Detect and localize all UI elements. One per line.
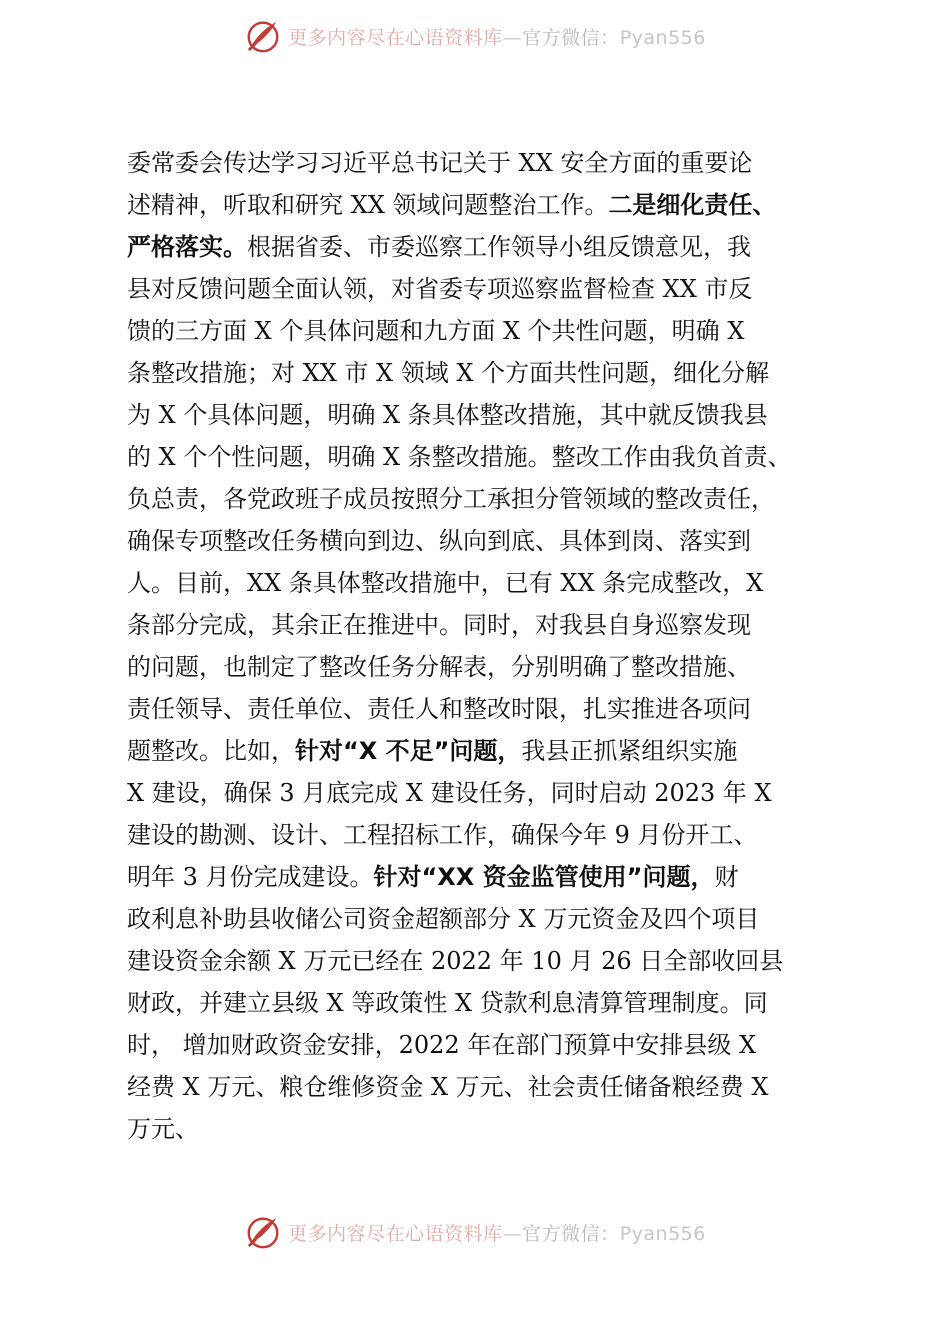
body-text: 馈的三方面 X 个具体问题和九方面 X 个共性问题，明确 X bbox=[127, 317, 745, 345]
document-body bbox=[127, 142, 817, 1150]
body-text: 题整改。比如， bbox=[127, 737, 295, 765]
body-text: 财政，并建立县级 X 等政策性 X 贷款利息清算管理制度。同 bbox=[127, 989, 768, 1017]
watermark-footer bbox=[0, 1210, 950, 1254]
body-text: 政利息补助县收储公司资金超额部分 X 万元资金及四个项目 bbox=[127, 905, 760, 933]
text-line bbox=[127, 520, 817, 562]
body-text: 为 X 个具体问题，明确 X 条具体整改措施，其中就反馈我县 bbox=[127, 401, 768, 429]
body-text: 时， 增加财政资金安排，2022 年在部门预算中安排县级 X bbox=[127, 1031, 757, 1059]
watermark-header bbox=[0, 14, 950, 58]
text-line bbox=[127, 982, 817, 1024]
text-line bbox=[127, 646, 817, 688]
text-line bbox=[127, 730, 817, 772]
text-line bbox=[127, 688, 817, 730]
text-line bbox=[127, 352, 817, 394]
text-line bbox=[127, 772, 817, 814]
body-text: 人。目前，XX 条具体整改措施中，已有 XX 条完成整改，X bbox=[127, 569, 764, 597]
bold-text: 针对“X 不足”问题， bbox=[295, 737, 522, 765]
text-line bbox=[127, 814, 817, 856]
bold-text: 二是细化责任、 bbox=[608, 191, 777, 219]
text-line bbox=[127, 226, 817, 268]
watermark-label: 官方微信： bbox=[522, 1222, 620, 1245]
body-text: 我县正抓紧组织实施 bbox=[521, 737, 738, 765]
watermark-dash: — bbox=[502, 1222, 523, 1245]
text-line bbox=[127, 1066, 817, 1108]
text-line bbox=[127, 940, 817, 982]
body-text: 建设的勘测、设计、工程招标工作，确保今年 9 月份开工、 bbox=[127, 821, 758, 849]
body-text: 根据省委、市委巡察工作领导小组反馈意见，我 bbox=[247, 233, 751, 261]
watermark-site: 更多内容尽在心语资料库 bbox=[288, 26, 503, 49]
text-line bbox=[127, 604, 817, 646]
brush-logo-icon bbox=[244, 1213, 282, 1251]
brush-logo-icon bbox=[244, 17, 282, 55]
body-text: 委常委会传达学习习近平总书记关于 XX 安全方面的重要论 bbox=[127, 149, 753, 177]
body-text: 经费 X 万元、粮仓维修资金 X 万元、社会责任储备粮经费 X bbox=[127, 1073, 769, 1101]
body-text: 责任领导、责任单位、责任人和整改时限，扎实推进各项问 bbox=[127, 695, 751, 723]
watermark-dash: — bbox=[502, 26, 523, 49]
text-line bbox=[127, 310, 817, 352]
body-text: 确保专项整改任务横向到边、纵向到底、具体到岗、落实到 bbox=[127, 527, 751, 555]
watermark-label: 官方微信： bbox=[522, 26, 620, 49]
text-line bbox=[127, 562, 817, 604]
text-line bbox=[127, 478, 817, 520]
text-line bbox=[127, 394, 817, 436]
body-text: 条整改措施；对 XX 市 X 领域 X 个方面共性问题，细化分解 bbox=[127, 359, 770, 387]
body-text: 条部分完成，其余正在推进中。同时，对我县自身巡察发现 bbox=[127, 611, 751, 639]
body-text: 万元、 bbox=[127, 1115, 199, 1143]
body-text: 财 bbox=[714, 863, 739, 891]
watermark-text bbox=[288, 23, 706, 50]
text-line bbox=[127, 898, 817, 940]
body-text: 的 X 个个性问题，明确 X 条整改措施。整改工作由我负首责、 bbox=[127, 443, 792, 471]
body-text: 的问题，也制定了整改任务分解表，分别明确了整改措施、 bbox=[127, 653, 751, 681]
text-line bbox=[127, 1108, 817, 1150]
bold-text: 针对“XX 资金监管使用”问题， bbox=[373, 863, 715, 891]
text-line bbox=[127, 856, 817, 898]
body-text: 建设资金余额 X 万元已经在 2022 年 10 月 26 日全部收回县 bbox=[127, 947, 784, 975]
watermark-site: 更多内容尽在心语资料库 bbox=[288, 1222, 503, 1245]
watermark-text bbox=[288, 1219, 706, 1246]
text-line bbox=[127, 1024, 817, 1066]
text-line bbox=[127, 184, 817, 226]
text-line bbox=[127, 436, 817, 478]
bold-text: 严格落实。 bbox=[127, 233, 247, 261]
watermark-id: Pyan556 bbox=[619, 1222, 706, 1245]
body-text: 明年 3 月份完成建设。 bbox=[127, 863, 374, 891]
body-text: 述精神，听取和研究 XX 领域问题整治工作。 bbox=[127, 191, 609, 219]
text-line bbox=[127, 142, 817, 184]
body-text: X 建设，确保 3 月底完成 X 建设任务，同时启动 2023 年 X bbox=[127, 779, 772, 807]
body-text: 负总责，各党政班子成员按照分工承担分管领域的整改责任， bbox=[127, 485, 775, 513]
text-line bbox=[127, 268, 817, 310]
body-text: 县对反馈问题全面认领，对省委专项巡察监督检查 XX 市反 bbox=[127, 275, 753, 303]
watermark-id: Pyan556 bbox=[619, 26, 706, 49]
